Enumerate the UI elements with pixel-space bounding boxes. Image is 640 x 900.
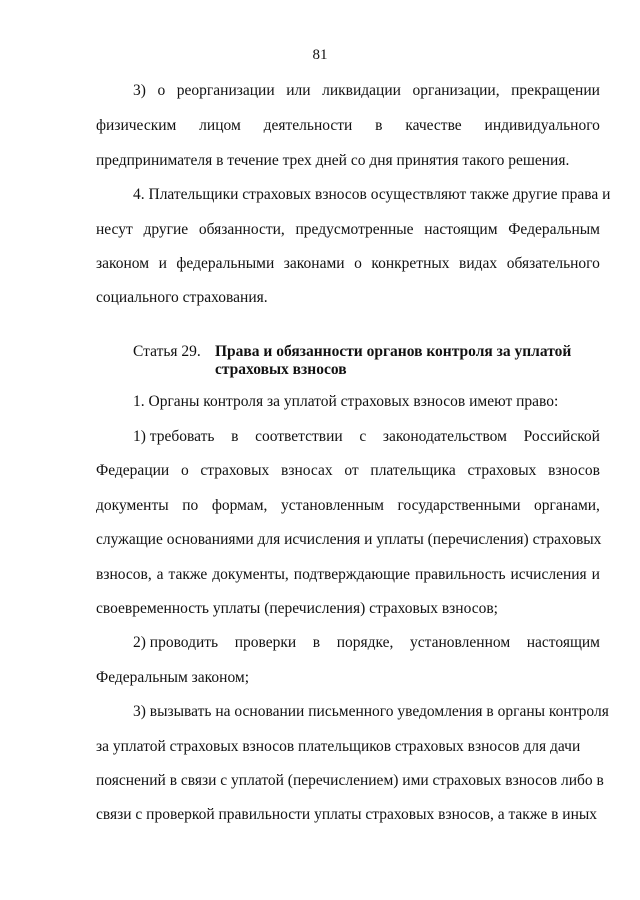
item-3-line-4: связи с проверкой правильности уплаты страховых взносов, а также в иных — [96, 806, 598, 823]
paragraph-3-line-3: предпринимателя в течение трех дней со дня принятия такого решения. — [96, 152, 570, 169]
paragraph-4-line-1: 4. Плательщики страховых взносов осуществляют также другие права и — [133, 186, 611, 203]
article-title-line-1: Права и обязанности органов контроля за уплатой — [215, 343, 572, 360]
word: ликвидации — [322, 82, 401, 99]
word: исчисления — [510, 566, 587, 583]
item-3-line-3: пояснений в связи с уплатой (перечислением) ими страховых взносов либо в — [96, 772, 604, 789]
paragraph-3-line-2 — [96, 116, 600, 136]
word: настоящим — [526, 634, 600, 651]
word: Российской — [523, 428, 600, 445]
word: Федеральным — [508, 221, 600, 238]
word: законами — [283, 255, 345, 272]
word: федеральными — [176, 255, 275, 272]
item-1-line-4: служащие основаниями для исчисления и уплаты (перечисления) страховых — [96, 531, 602, 548]
word: также — [168, 566, 208, 583]
word: от — [344, 462, 359, 479]
word: настоящим — [424, 221, 498, 238]
word: страховых — [200, 462, 270, 479]
word: формам, — [211, 497, 268, 514]
word: органами, — [534, 497, 600, 514]
word: соответствии — [255, 428, 343, 445]
word: или — [286, 82, 311, 99]
word: страховых — [467, 462, 537, 479]
item-1-line-5 — [96, 565, 600, 585]
page-number: 81 — [312, 47, 328, 63]
paragraph-3-line-1 — [133, 81, 600, 101]
item-2-line-2: Федеральным законом; — [96, 669, 250, 686]
word: взносах — [281, 462, 333, 479]
paragraph-4-line-4: социального страхования. — [96, 289, 268, 306]
item-3-line-1: 3) вызывать на основании письменного уведомления в органы контроля — [133, 703, 609, 720]
word: индивидуального — [484, 117, 600, 134]
word: правильность — [415, 566, 506, 583]
word: плательщика — [370, 462, 456, 479]
word: и — [591, 566, 600, 583]
word: установленном — [410, 634, 511, 651]
word: Федерации — [96, 462, 170, 479]
word: документы, — [212, 566, 289, 583]
word: порядке, — [336, 634, 394, 651]
item-3-line-2: за уплатой страховых взносов плательщиков страховых взносов для дачи — [96, 738, 581, 755]
word: качестве — [405, 117, 462, 134]
word: взносов, — [96, 566, 152, 583]
word: в — [375, 117, 383, 134]
word: государственными — [397, 497, 521, 514]
word: 2) проводить — [133, 634, 219, 651]
item-1-line-2 — [96, 461, 600, 481]
item-1-line-6: своевременность уплаты (перечисления) страховых взносов; — [96, 600, 498, 617]
word: законом — [96, 255, 150, 272]
article-title-line-2: страховых взносов — [215, 361, 347, 378]
word: о — [157, 82, 166, 99]
word: организации, — [412, 82, 500, 99]
paragraph-rights-intro: 1. Органы контроля за уплатой страховых взносов имеют право: — [133, 393, 559, 410]
word: прекращении — [511, 82, 600, 99]
word: несут — [96, 221, 133, 238]
word: предусмотренные — [295, 221, 414, 238]
word: документы — [96, 497, 169, 514]
word: обязательного — [506, 255, 600, 272]
word: в — [231, 428, 239, 445]
word: и — [158, 255, 167, 272]
word: другие — [143, 221, 189, 238]
word: проверки — [234, 634, 297, 651]
word: 3) — [133, 82, 146, 99]
word: с — [359, 428, 367, 445]
item-2-line-1 — [133, 633, 600, 653]
word: 1) требовать — [133, 428, 215, 445]
paragraph-4-line-3 — [96, 254, 600, 274]
word: по — [182, 497, 199, 514]
paragraph-4-line-2 — [96, 220, 600, 240]
item-1-line-3 — [96, 496, 600, 516]
word: видах — [459, 255, 498, 272]
word: обязанности, — [198, 221, 285, 238]
word: конкретных — [371, 255, 450, 272]
word: подтверждающие — [293, 566, 411, 583]
word: в — [312, 634, 321, 651]
article-label: Статья 29. — [133, 343, 201, 360]
word: законодательством — [382, 428, 507, 445]
word: деятельности — [263, 117, 353, 134]
word: физическим — [96, 117, 177, 134]
item-1-line-1 — [133, 427, 600, 447]
word: лицом — [199, 117, 241, 134]
word: о — [180, 462, 189, 479]
word: а — [156, 566, 164, 583]
word: о — [354, 255, 362, 272]
word: установленным — [280, 497, 384, 514]
word: реорганизации — [176, 82, 275, 99]
word: взносов — [548, 462, 600, 479]
